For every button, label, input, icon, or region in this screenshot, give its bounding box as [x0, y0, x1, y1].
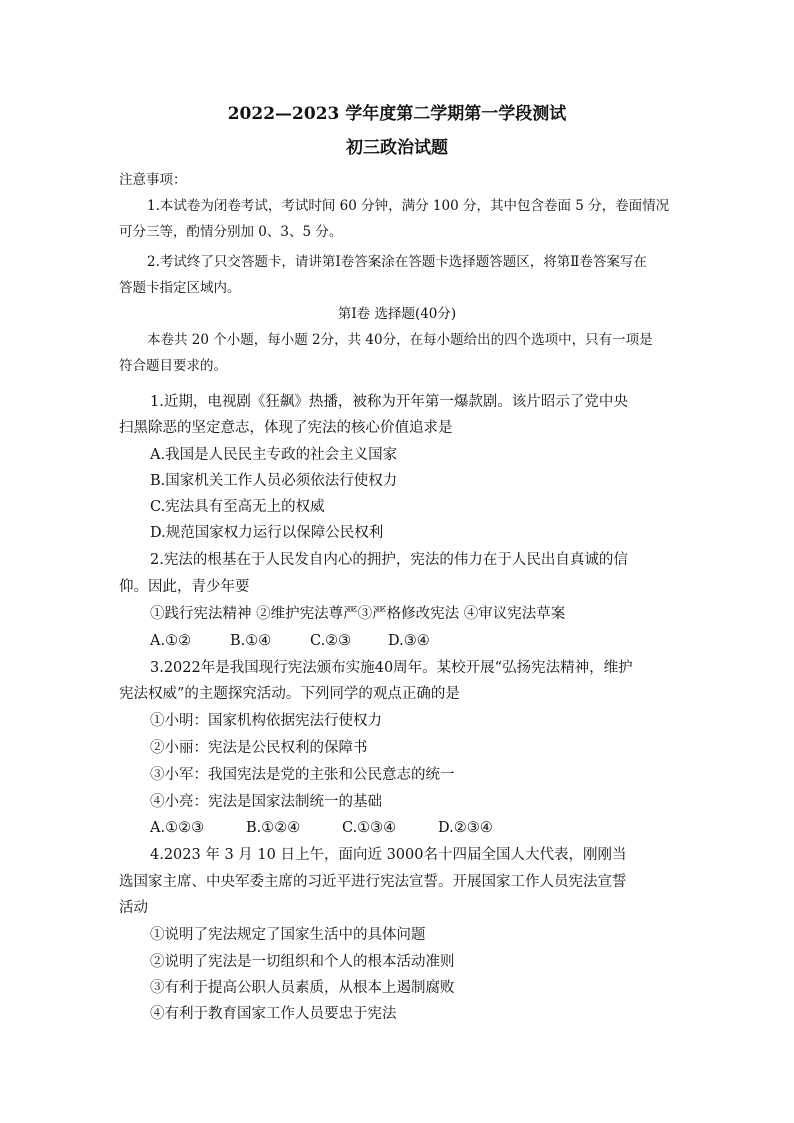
question-2-option-b: B.①④: [230, 633, 272, 649]
section-intro-line-2: 符合题目要求的。: [119, 358, 227, 374]
question-1-option-a: A.我国是人民民主专政的社会主义国家: [150, 447, 398, 463]
question-2-option-c: C.②③: [310, 633, 352, 649]
note-1-line-2: 可分三等，酌情分别加 0、3、5 分。: [119, 224, 343, 240]
question-3-option-b: B.①②④: [246, 820, 301, 836]
exam-subtitle: 初三政治试题: [346, 138, 448, 158]
question-2-option-d: D.③④: [388, 633, 430, 649]
question-1-stem-line-2: 扫黑除恶的坚定意志，体现了宪法的核心价值追求是: [119, 420, 453, 436]
question-2-statements: ①践行宪法精神 ②维护宪法尊严③严格修改宪法 ④审议宪法草案: [150, 606, 566, 622]
question-4-stem-line-1: 4.2023 年 3 月 10 日上午，面向近 3000名十四届全国人大代表，刚刚当: [150, 847, 627, 863]
question-1-option-d: D.规范国家权力运行以保障公民权利: [150, 525, 384, 541]
note-1-line-1: 1.本试卷为闭卷考试，考试时间 60 分钟，满分 100 分，其中包含卷面 5 分，卷面情况: [147, 198, 670, 214]
question-3-stem-line-2: 宪法权威”的主题探究活动。下列同学的观点正确的是: [119, 686, 460, 702]
question-3-option-c: C.①③④: [342, 820, 397, 836]
section-intro-line-1: 本卷共 20 个小题，每小题 2分，共 40分，在每小题给出的四个选项中，只有一项是: [147, 332, 653, 348]
question-4-statement-1: ①说明了宪法规定了国家生活中的具体问题: [150, 927, 426, 943]
question-3-option-d: D.②③④: [438, 820, 493, 836]
question-3-statement-3: ③小军：我国宪法是党的主张和公民意志的统一: [150, 767, 455, 783]
question-3-stem-line-1: 3.2022年是我国现行宪法颁布实施40周年。某校开展“弘扬宪法精神，维护: [150, 660, 633, 676]
exam-title: 2022—2023 学年度第二学期第一学段测试: [227, 104, 567, 124]
question-4-stem-line-2: 选国家主席、中央军委主席的习近平进行宪法宣誓。开展国家工作人员宪法宣誓: [119, 874, 627, 890]
question-2-option-a: A.①②: [150, 633, 192, 649]
question-2-stem-line-1: 2.宪法的根基在于人民发自内心的拥护，宪法的伟力在于人民出自真诚的信: [150, 552, 628, 568]
question-3-statement-2: ②小丽：宪法是公民权利的保障书: [150, 740, 368, 756]
question-2-options: [150, 633, 430, 650]
question-3-option-a: A.①②③: [150, 820, 205, 836]
question-4-statement-2: ②说明了宪法是一切组织和个人的根本活动准则: [150, 954, 455, 970]
question-1-stem-line-1: 1.近期，电视剧《狂飙》热播，被称为开年第一爆款剧。该片昭示了党中央: [150, 394, 628, 410]
notes-heading: 注意事项：: [119, 172, 187, 188]
section-heading: 第Ⅰ卷 选择题(40分): [337, 306, 457, 322]
question-2-stem-line-2: 仰。因此，青少年要: [119, 579, 250, 595]
question-4-statement-3: ③有利于提高公职人员素质，从根本上遏制腐败: [150, 980, 455, 996]
question-4-stem-line-3: 活动: [119, 900, 148, 916]
question-3-options: [150, 820, 493, 837]
question-1-option-c: C.宪法具有至高无上的权威: [150, 499, 325, 515]
question-3-statement-4: ④小亮：宪法是国家法制统一的基础: [150, 794, 382, 810]
question-1-option-b: B.国家机关工作人员必须依法行使权力: [150, 473, 398, 489]
note-2-line-2: 答题卡指定区域内。: [119, 280, 241, 296]
question-4-statement-4: ④有利于教育国家工作人员要忠于宪法: [150, 1006, 397, 1022]
question-3-statement-1: ①小明：国家机构依据宪法行使权力: [150, 713, 382, 729]
note-2-line-1: 2.考试终了只交答题卡，请讲第Ⅰ卷答案涂在答题卡选择题答题区，将第Ⅱ卷答案写在: [147, 254, 647, 270]
